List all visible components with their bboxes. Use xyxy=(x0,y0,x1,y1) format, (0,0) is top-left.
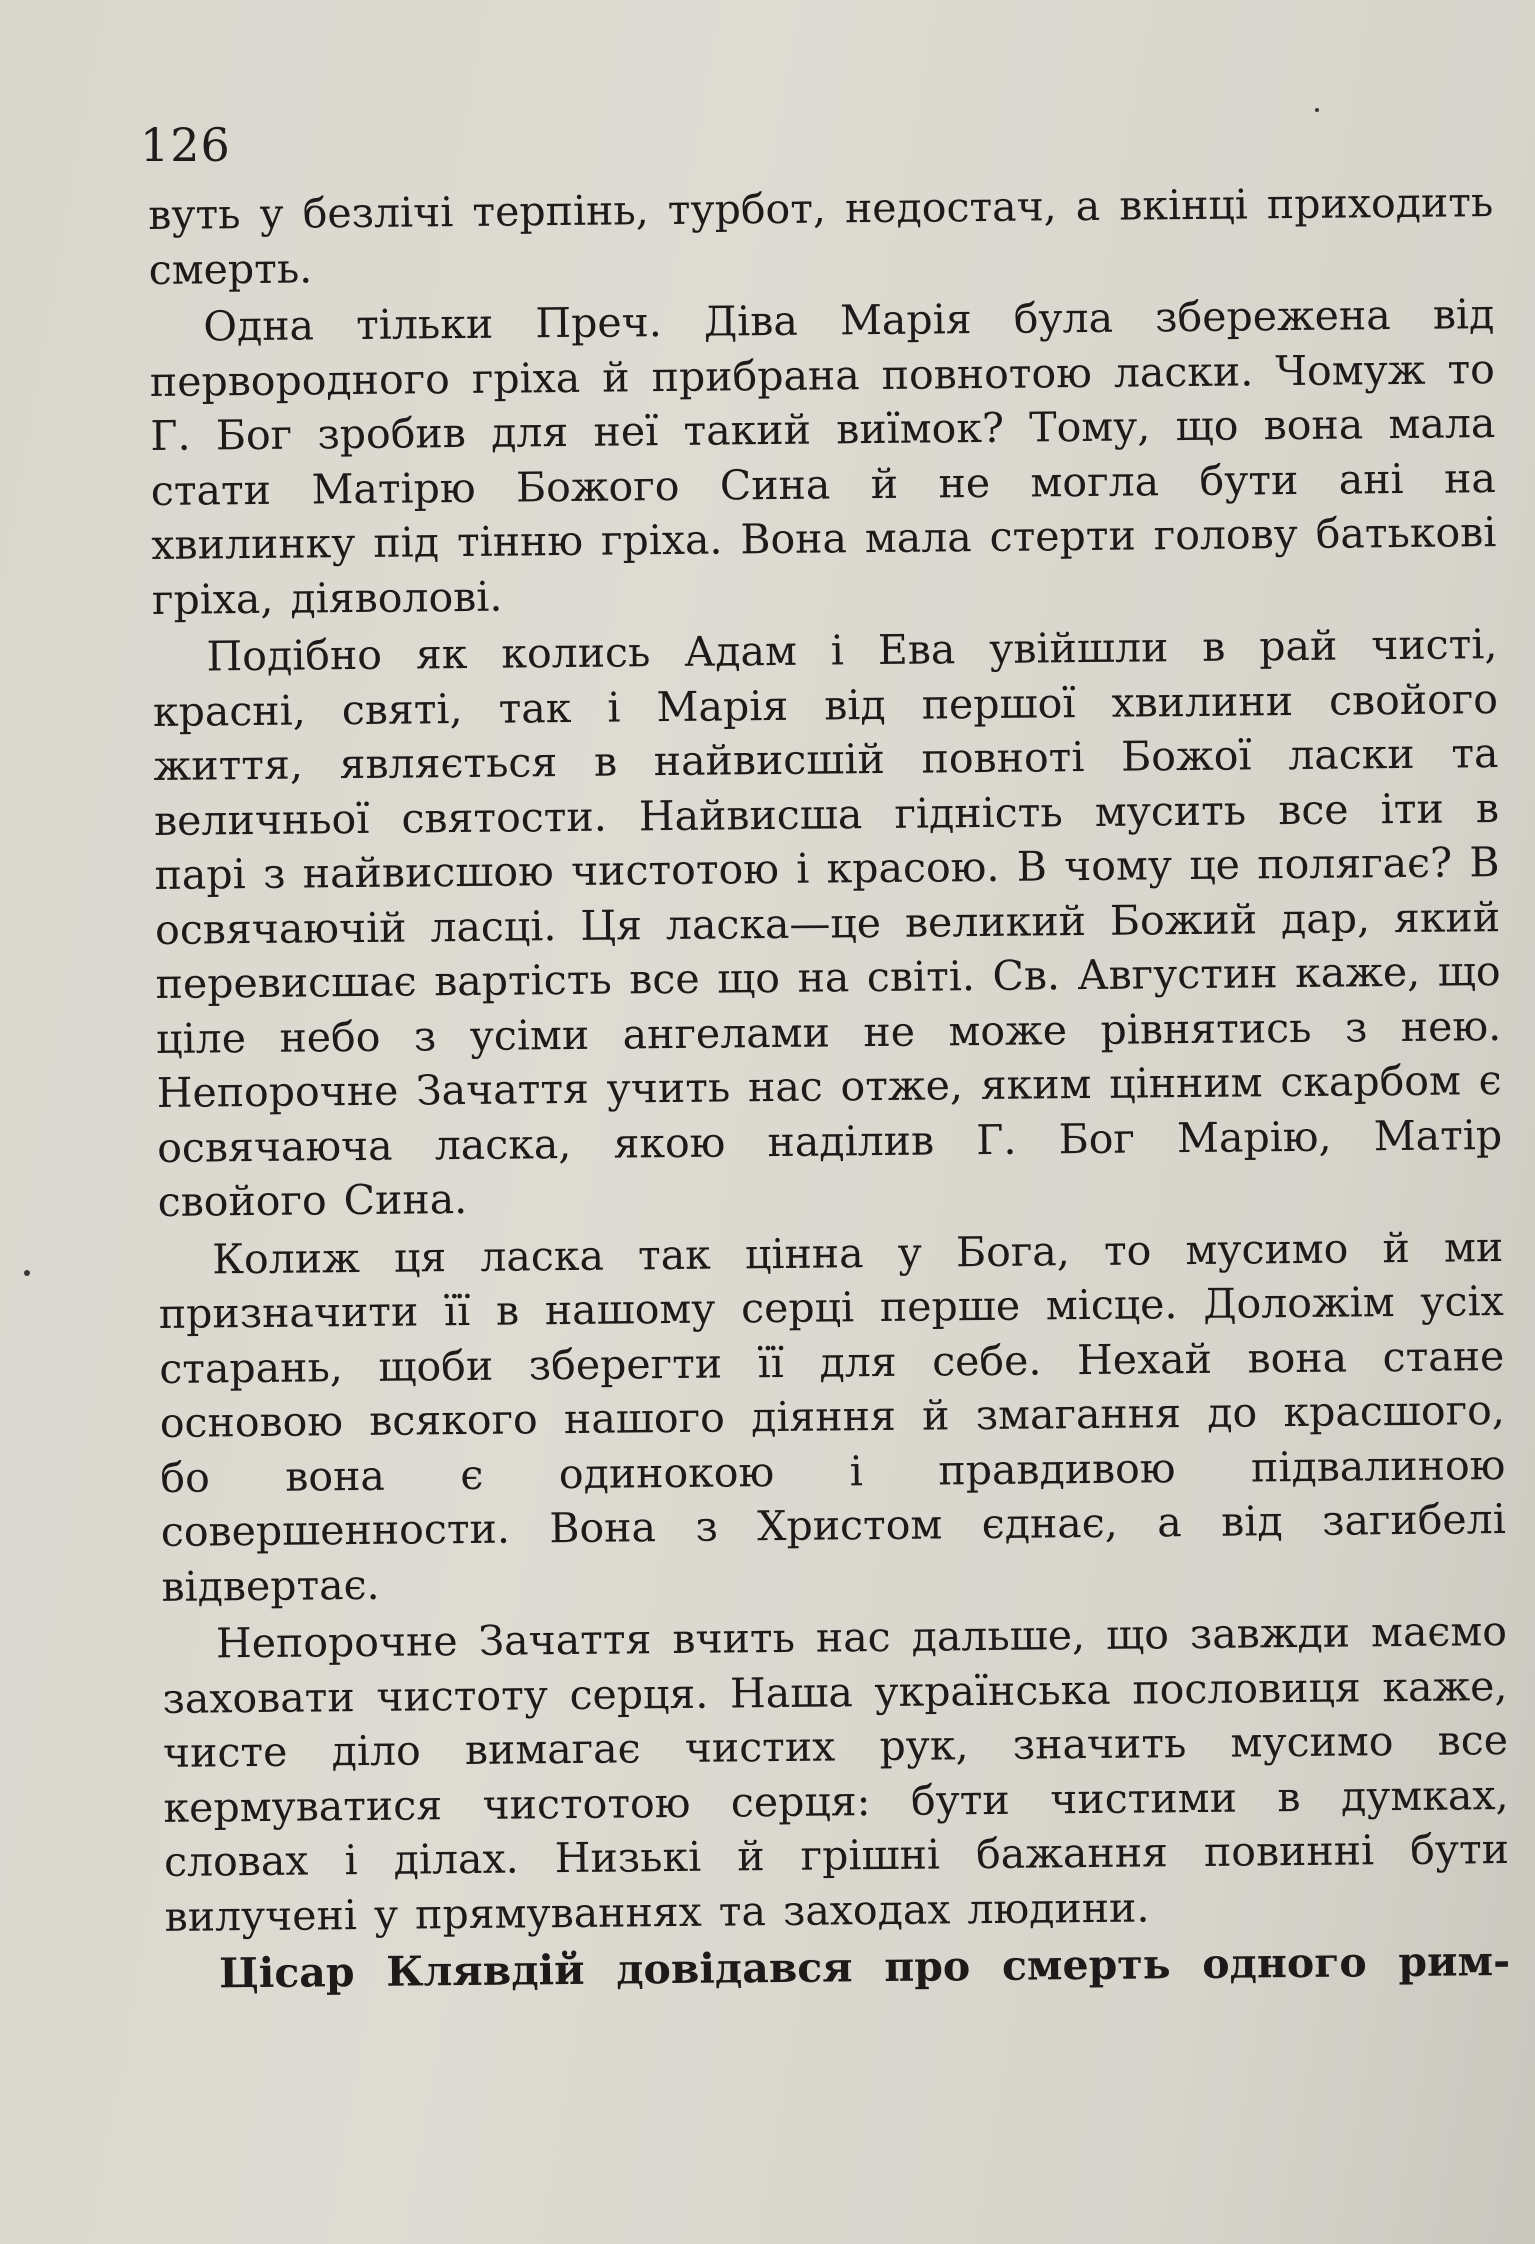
paragraph-continuation: вуть у безлічі терпінь, турбот, недостач, а вкінці приходить смерть. xyxy=(148,178,1494,294)
paragraph-immaculate-mary: Одна тільки Преч. Діва Марія була збережена від первородного гріха й прибрана повнотою ласки. Чомуж то Г. Бог зробив для неї такий виїмок? Тому, що вона мала стати Матірю Божого Сина й не могла бути ані на хвилинку під тінню гріха. Вона мала стерти голову батькові гріха, діяволові. xyxy=(149,290,1497,624)
margin-speck xyxy=(1315,108,1319,112)
paragraph-emperor-claudius: Цісар Клявдій довідався про смерть одного рим- xyxy=(218,1937,1511,1998)
paragraph-purity-of-heart: Непорочне Зачаття вчить нас дальше, що завжди маємо заховати чистоту серця. Наша українська пословиця каже, чисте діло вимагає чистих рук, значить мусимо все кермуватися чистотою серця: бути чистими в думках, словах і ділах. Низькі й грішні бажання повинні бути вилучені у прямуваннях та заходах людини. xyxy=(162,1607,1510,1941)
paragraph-adam-eve: Подібно як колись Адам і Ева увійшли в рай чисті, красні, святі, так і Марія від першої хвилини свойого життя, являється в найвисшій повноті Божої ласки та величньої святости. Найвисша гідність мусить все іти в парі з найвисшою чистотою і красою. В чому це полягає? В освячаючій ласці. Ця ласка—це великий Божий дар, який перевисшає вартість все що на світі. Св. Августин каже, що ціле небо з усіми ангелами не може рівнятись з нею. Непорочне Зачаття учить нас отже, яким цінним скарбом є освячаюча ласка, якою наділив Г. Бог Марію, Матір свойого Сина. xyxy=(152,620,1503,1226)
page-number: 126 xyxy=(140,118,231,172)
body-text xyxy=(148,175,1510,2004)
paragraph-grace-value: Колиж ця ласка так цінна у Бога, то мусимо й ми призначити її в нашому серці перше місце. Доложім усіх старань, щоби зберегти її для себе. Нехай вона стане основою всякого нашого діяння й змагання до красшого, бо вона є одинокою і правдивою підвалиною совершенности. Вона з Христом єднає, а від загибелі відвертає. xyxy=(158,1222,1507,1611)
margin-speck xyxy=(24,1270,30,1276)
